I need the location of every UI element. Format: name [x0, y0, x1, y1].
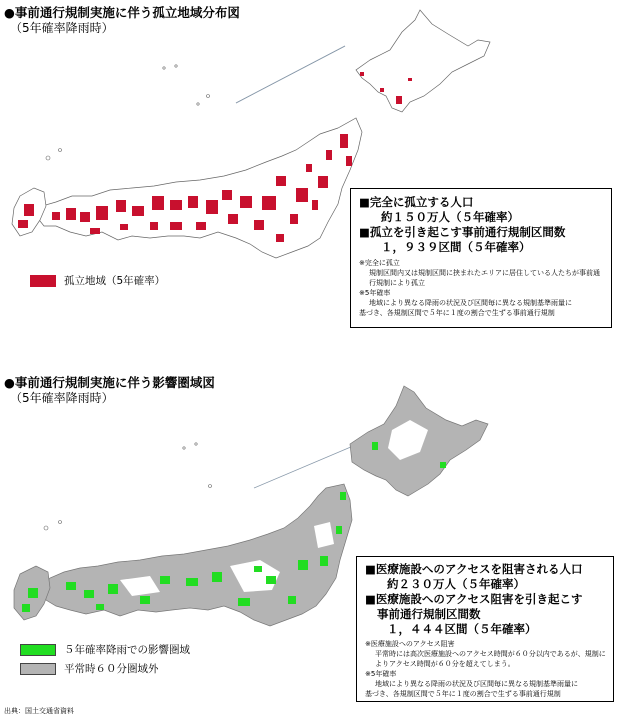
map2-box-line1: ■医療施設へのアクセスを阻害される人口 [365, 562, 583, 576]
source-note: 出典：国土交通省資料 [4, 707, 74, 715]
map1-box-note1-body: 規制区間内又は規制区間に挟まれたエリアに居住している人たちが事前通行規制により孤立 [369, 269, 600, 287]
map2-box-note1-body: 平常時には高次医療施設へのアクセス時間が６０分以内であるが、規制によりアクセス時間が６０分を超えてしまう。 [375, 650, 606, 668]
map2-box-note2-body2: 基づき、各規制区間で５年に１度の割合で生ずる事前通行規制 [365, 690, 561, 698]
map1-box-note2-head: ※5年確率 [359, 289, 391, 297]
map2-legend-swatch-affected [20, 644, 56, 656]
map1-box-line2: 約１５０万人（５年確率） [381, 210, 519, 224]
map2-box-line2: 約２３０万人（５年確率） [387, 577, 525, 591]
map2-legend-item-affected [20, 642, 190, 657]
map2-legend [20, 642, 190, 676]
map2-box-line3: ■医療施設へのアクセス阻害を引き起こす [365, 592, 583, 606]
map2-subtitle: （5年確率降雨時） [10, 391, 114, 405]
map1-box-line3: ■孤立を引き起こす事前通行規制区間数 [359, 225, 566, 239]
map2-legend-label-affected: ５年確率降雨での影響圏域 [64, 644, 190, 656]
map1-box-note2-body1: 地域により異なる降雨の状況及び区間毎に異なる規制基準雨量に [369, 299, 572, 307]
map1-box-line4: １，９３９区間（５年確率） [381, 240, 531, 254]
map1-title: ●事前通行規制実施に伴う孤立地域分布図 [4, 5, 240, 20]
map2-info-box [356, 556, 614, 702]
map2-legend-label-outside: 平常時６０分圏域外 [64, 663, 159, 675]
map2-box-line5: １，４４４区間（５年確率） [387, 622, 537, 636]
map1-box-line1: ■完全に孤立する人口 [359, 195, 474, 209]
map2-box-note2-body1: 地域により異なる降雨の状況及び区間毎に異なる規制基準雨量に [375, 680, 578, 688]
map2-title: ●事前通行規制実施に伴う影響圏域図 [4, 375, 215, 390]
map1-subtitle: （5年確率降雨時） [10, 21, 114, 35]
map1-box-note1-head: ※完全に孤立 [359, 259, 400, 267]
map1-box-note2-body2: 基づき、各規制区間で５年に１度の割合で生ずる事前通行規制 [359, 309, 555, 317]
map2-legend-item-outside [20, 661, 190, 676]
map2-box-line4: 事前通行規制区間数 [377, 607, 481, 621]
map2-honshu [42, 484, 352, 626]
map2-box-note2-head: ※5年確率 [365, 670, 397, 678]
map1-legend-label: 孤立地域（5年確率） [64, 275, 166, 287]
map2-box-note1-head: ※医療施設へのアクセス阻害 [365, 640, 455, 648]
map2-legend-swatch-outside [20, 663, 56, 675]
